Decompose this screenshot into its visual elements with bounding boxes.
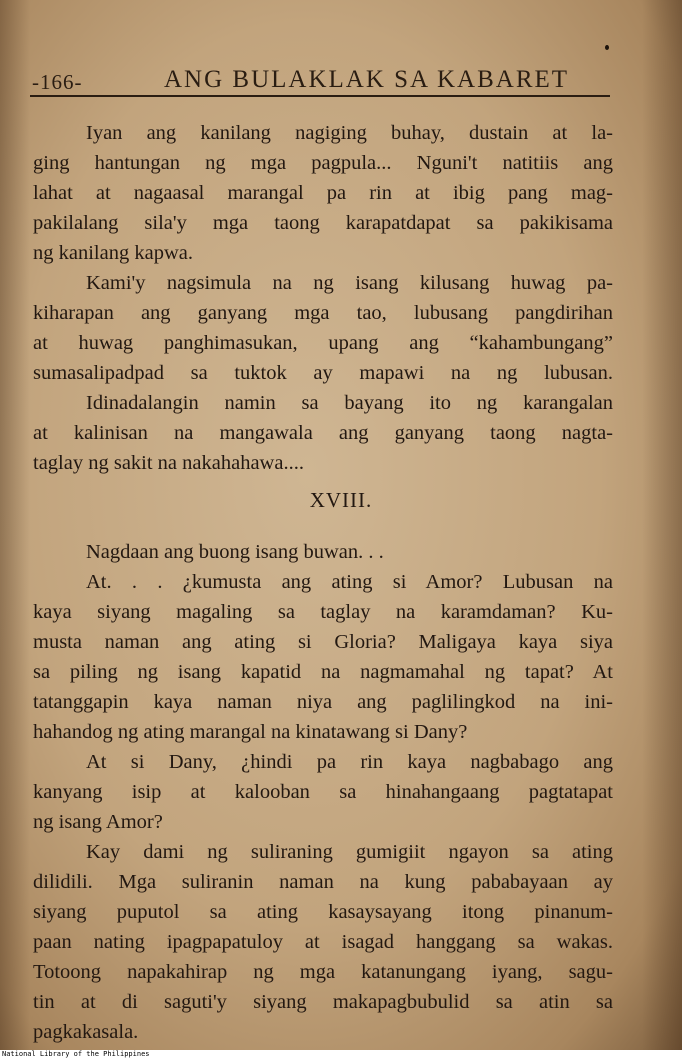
text-line: taglay ng sakit na nakahahawa.... [33, 452, 304, 474]
text-line: at huwag panghimasukan, upang ang “kahambungang” [33, 332, 613, 354]
text-line: sa piling ng isang kapatid na nagmamahal ng tapat? At [33, 661, 613, 683]
header-rule [30, 95, 610, 97]
text-line: At si Dany, ¿hindi pa rin kaya nagbabago ang [86, 751, 613, 773]
library-credit: National Library of the Philippines [2, 1050, 150, 1058]
text-line: Idinadalangin namin sa bayang ito ng karangalan [86, 392, 613, 414]
page-number: -166- [32, 70, 83, 94]
text-line: Kay dami ng suliraning gumigiit ngayon sa ating [86, 841, 613, 863]
text-line: tin at di saguti'y siyang makapagbubulid sa atin sa [33, 991, 613, 1013]
page-header [30, 64, 610, 98]
text-line: sumasalipadpad sa tuktok ay mapawi na ng lubusan. [33, 362, 613, 384]
text-line: Iyan ang kanilang nagiging buhay, dustain at la- [86, 122, 613, 144]
text-line: pakilalang sila'y mga taong karapatdapat sa pakikisama [33, 212, 613, 234]
text-line: Nagdaan ang buong isang buwan. . . [86, 541, 384, 563]
text-line: Kami'y nagsimula na ng isang kilusang huwag pa- [86, 272, 613, 294]
text-line: kanyang isip at kalooban sa hinahangaang pagtatapat [33, 781, 613, 803]
text-line: ng isang Amor? [33, 811, 163, 833]
text-line: at kalinisan na mangawala ang ganyang taong nagta- [33, 422, 613, 444]
text-line: ng kanilang kapwa. [33, 242, 193, 264]
text-line: At. . . ¿kumusta ang ating si Amor? Lubusan na [86, 571, 613, 593]
text-line: hahandog ng ating marangal na kinatawang si Dany? [33, 721, 468, 743]
text-line: kaya siyang magaling sa taglay na karamdaman? Ku- [33, 601, 613, 623]
chapter-heading: XVIII. [309, 488, 373, 512]
running-title: ANG BULAKLAK SA KABARET [164, 66, 570, 93]
body-text [33, 118, 613, 478]
text-line: musta naman ang ating si Gloria? Maligaya kaya siya [33, 631, 613, 653]
text-line: paan nating ipagpapatuloy at isagad hanggang sa wakas. [33, 931, 613, 953]
footer-bar [0, 1050, 682, 1058]
text-line: Totoong napakahirap ng mga katanungang iyang, sagu- [33, 961, 613, 983]
text-line: kiharapan ang ganyang mga tao, lubusang pangdirihan [33, 302, 613, 324]
ink-speck [605, 45, 609, 50]
text-line: dilidili. Mga suliranin naman na kung pababayaan ay [33, 871, 613, 893]
text-line: siyang puputol sa ating kasaysayang itong pinanum- [33, 901, 613, 923]
text-line: pagkakasala. [33, 1021, 139, 1043]
text-line: tatanggapin kaya naman niya ang paglilingkod na ini- [33, 691, 613, 713]
text-line: lahat at nagaasal marangal pa rin at ibig pang mag- [33, 182, 613, 204]
page-shadow-right [642, 0, 682, 1050]
text-line: ging hantungan ng mga pagpula... Nguni't natitiis ang [33, 152, 613, 174]
body-text-chapter [33, 537, 613, 1047]
page-shadow-left [0, 0, 30, 1050]
